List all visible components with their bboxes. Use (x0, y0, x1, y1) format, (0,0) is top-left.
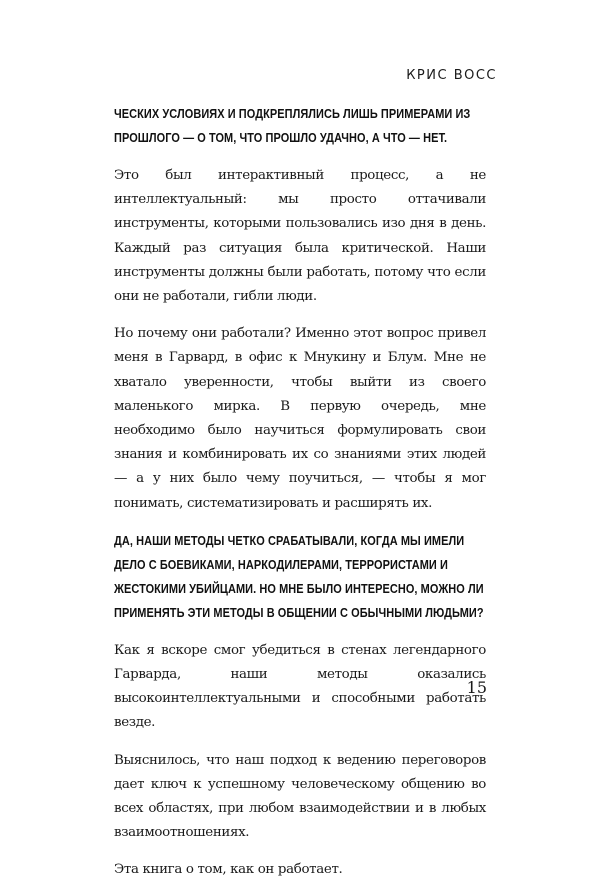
paragraph-book-purpose: Эта книга о том, как он работает. (114, 862, 343, 878)
running-head-author: КРИС ВОСС (406, 68, 497, 83)
page-text (114, 102, 486, 896)
paragraph-harvard: Но почему они работали? Именно этот вопрос привел меня в Гарвард, в офис к Мнукину и Блум. Мне не хватало уверенности, чтобы выйти из своего маленького мирка. В первую очередь, мне необходимо было научиться формулировать свои знания и комбинировать их со знаниями этих людей — а у них было чему поучиться, — чтобы я мог понимать, систематизировать и расширять их. (114, 326, 486, 511)
paragraph-legendary-harvard: Как я вскоре смог убедиться в стенах легендарного Гарварда, наши методы оказались высокоинтеллектуальными и способными работать везде. (114, 642, 486, 731)
paragraph-negotiation-approach: Выяснилось, что наш подход к ведению переговоров дает ключ к успешному человеческому общению во всех областях, при любом взаимодействии и в любых взаимоотношениях. (114, 752, 486, 841)
pull-quote-methods: ДА, НАШИ МЕТОДЫ ЧЕТКО СРАБАТЫВАЛИ, КОГДА МЫ ИМЕЛИ ДЕЛО С БОЕВИКАМИ, НАРКОДИЛЕРАМИ, ТЕРРОРИСТАМИ И ЖЕСТОКИМИ УБИЙЦАМИ. НО МНЕ БЫЛО ИНТЕРЕСНО, МОЖНО ЛИ ПРИМЕНЯТЬ ЭТИ МЕТОДЫ В ОБЩЕНИИ С ОБЫЧНЫМИ ЛЮДЬМИ? (114, 532, 484, 620)
paragraph-interactive-process: Это был интерактивный процесс, а не интеллектуальный: мы просто оттачивали инструменты, которыми пользовались изо дня в день. Каждый раз ситуация была критической. Наши инструменты должны были работать, потому что если они не работали, гибли люди. (114, 168, 486, 305)
page-number: 15 (466, 678, 487, 697)
pull-quote-continued: ЧЕСКИХ УСЛОВИЯХ И ПОДКРЕПЛЯЛИСЬ ЛИШЬ ПРИМЕРАМИ ИЗ ПРОШЛОГО — О ТОМ, ЧТО ПРОШЛО УДАЧНО, А ЧТО — НЕТ. (114, 106, 471, 145)
